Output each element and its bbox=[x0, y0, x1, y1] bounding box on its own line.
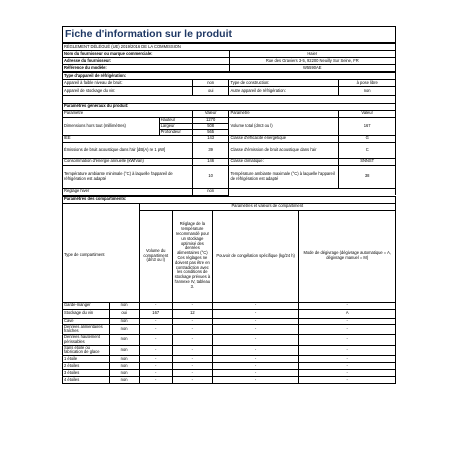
total-volume-value: 167 bbox=[339, 117, 396, 135]
low-noise-label: Appareil à faible niveau de bruit: bbox=[63, 80, 193, 87]
general-col-value: Valeur bbox=[192, 110, 229, 117]
compartment-row bbox=[63, 370, 396, 377]
other-appliance-value: non bbox=[339, 87, 396, 96]
compartment-defrost: - bbox=[299, 335, 396, 346]
noise-class-value: C bbox=[339, 142, 396, 158]
compartment-row bbox=[63, 309, 396, 318]
compartment-temp: - bbox=[172, 335, 212, 346]
supplier-name-value: Haier bbox=[229, 51, 396, 58]
product-information-sheet bbox=[62, 26, 396, 384]
compartment-row bbox=[63, 302, 396, 309]
compartment-name: Denrées hautement périssables bbox=[63, 335, 110, 346]
compartment-freezing: - bbox=[212, 377, 299, 384]
eei-label: IEE bbox=[63, 135, 193, 142]
compartment-defrost: A bbox=[299, 309, 396, 318]
height-label: Hauteur bbox=[159, 117, 192, 123]
compartments-group-header: Paramètres et valeurs de compartiment bbox=[139, 203, 395, 210]
width-value: 508 bbox=[192, 123, 229, 129]
compartment-present: non bbox=[109, 363, 139, 370]
regulation-text: RÈGLEMENT DÉLÉGUÉ (UE) 2019/2016 DE LA COMMISSION bbox=[63, 44, 396, 51]
noise-class-label: Classe d'émission de bruit acoustique dans l'air bbox=[229, 142, 339, 158]
max-temp-label: Température ambiante maximale (°C) à laquelle l'appareil de réfrigération est adapté bbox=[229, 165, 339, 188]
wine-storage-value: oui bbox=[192, 87, 229, 96]
supplier-address-value: Rue des Graviers 3-5, 92200 Neuilly Sur Seine, FR bbox=[229, 58, 396, 65]
compartment-name: 2 étoiles bbox=[63, 363, 110, 370]
compartment-temp: - bbox=[172, 377, 212, 384]
compartment-temp: - bbox=[172, 363, 212, 370]
compartment-name: Denrées alimentaires fraîches bbox=[63, 324, 110, 335]
compartment-row bbox=[63, 324, 396, 335]
total-volume-label: Volume total (dm3 ou l) bbox=[229, 117, 339, 135]
compartment-present: non bbox=[109, 324, 139, 335]
compartment-present: non bbox=[109, 370, 139, 377]
compartment-temp: 12 bbox=[172, 309, 212, 318]
compartment-temp: - bbox=[172, 370, 212, 377]
wine-storage-label: Appareil de stockage du vin: bbox=[63, 87, 193, 96]
col-recommended-temp: Réglage de la température recommandé pour un stockage optimisé des denrées alimentaires (°C) Ces réglages ne doivent pas être en contradiction avec les conditions de stockage prévues à l'annexe IV, tableau 3. bbox=[172, 210, 212, 302]
climate-class-label: Classe climatique: bbox=[229, 158, 339, 165]
col-compartment-type: Type de compartiment bbox=[63, 210, 140, 302]
energy-consumption-value: 146 bbox=[192, 158, 229, 165]
compartment-volume: - bbox=[139, 302, 172, 309]
general-heading: Paramètres généraux du produit: bbox=[63, 103, 396, 110]
compartment-volume: 167 bbox=[139, 309, 172, 318]
compartment-row bbox=[63, 377, 396, 384]
supplier-address-label: Adresse du fournisseur: bbox=[63, 58, 230, 65]
compartment-present: non bbox=[109, 302, 139, 309]
compartment-volume: - bbox=[139, 345, 172, 356]
compartment-defrost: - bbox=[299, 363, 396, 370]
min-temp-label: Température ambiante minimale (°C) à laquelle l'appareil de réfrigération est adapté bbox=[63, 165, 193, 188]
noise-emission-label: Émissions de bruit acoustique dans l'air [dB(A) re 1 pW] bbox=[63, 142, 193, 158]
compartment-temp: - bbox=[172, 318, 212, 324]
compartment-present: non bbox=[109, 356, 139, 363]
compartment-freezing: - bbox=[212, 335, 299, 346]
compartments-heading: Paramètres des compartiments: bbox=[63, 196, 396, 203]
compartment-freezing: - bbox=[212, 345, 299, 356]
energy-class-value: G bbox=[339, 135, 396, 142]
compartment-row bbox=[63, 356, 396, 363]
compartment-defrost: - bbox=[299, 345, 396, 356]
compartment-rows bbox=[63, 302, 396, 384]
compartment-freezing: - bbox=[212, 363, 299, 370]
min-temp-value: 10 bbox=[192, 165, 229, 188]
compartment-name: 4 étoiles bbox=[63, 377, 110, 384]
compartment-defrost: - bbox=[299, 377, 396, 384]
compartment-row bbox=[63, 363, 396, 370]
compartment-volume: - bbox=[139, 370, 172, 377]
compartment-defrost: - bbox=[299, 318, 396, 324]
compartment-temp: - bbox=[172, 356, 212, 363]
col-freezing-capacity: Pouvoir de congélation spécifique (kg/24 h) bbox=[212, 210, 299, 302]
compartment-name: 1 étoile bbox=[63, 356, 110, 363]
depth-label: Profondeur bbox=[159, 129, 192, 135]
col-compartment-volume: Volume du compartiment (dm3 ou l) bbox=[139, 210, 172, 302]
compartment-defrost: - bbox=[299, 324, 396, 335]
winter-setting-value: non bbox=[192, 188, 229, 195]
other-appliance-label: Autre appareil de réfrigération: bbox=[229, 87, 339, 96]
compartment-name: Cave bbox=[63, 318, 110, 324]
energy-class-label: Classe d'efficacité énergétique bbox=[229, 135, 339, 142]
compartment-name: 3 étoiles bbox=[63, 370, 110, 377]
general-col-param: Paramètre bbox=[63, 110, 193, 117]
design-type-label: Type de construction: bbox=[229, 80, 339, 87]
header-table bbox=[62, 43, 396, 72]
compartment-freezing: - bbox=[212, 318, 299, 324]
general-parameters-table bbox=[62, 103, 396, 196]
eei-value: 143 bbox=[192, 135, 229, 142]
compartment-freezing: - bbox=[212, 370, 299, 377]
compartment-temp: - bbox=[172, 345, 212, 356]
compartment-defrost: - bbox=[299, 370, 396, 377]
compartment-present: non bbox=[109, 318, 139, 324]
compartment-freezing: - bbox=[212, 309, 299, 318]
compartment-volume: - bbox=[139, 356, 172, 363]
general-col-value-2: Valeur bbox=[339, 110, 396, 117]
compartment-present: non bbox=[109, 335, 139, 346]
compartment-freezing: - bbox=[212, 356, 299, 363]
appliance-type-table bbox=[62, 72, 396, 103]
design-type-value: à pose libre bbox=[339, 80, 396, 87]
compartment-present: non bbox=[109, 377, 139, 384]
general-col-param-2: Paramètre bbox=[229, 110, 339, 117]
depth-value: 565 bbox=[192, 129, 229, 135]
compartment-volume: - bbox=[139, 324, 172, 335]
compartment-temp: - bbox=[172, 302, 212, 309]
compartment-temp: - bbox=[172, 324, 212, 335]
noise-emission-value: 39 bbox=[192, 142, 229, 158]
compartment-row bbox=[63, 335, 396, 346]
supplier-name-label: Nom du fournisseur ou marque commerciale: bbox=[63, 51, 230, 58]
appliance-type-heading: Type d'appareil de réfrigération: bbox=[63, 73, 396, 80]
low-noise-value: non bbox=[192, 80, 229, 87]
model-label: Référence du modèle: bbox=[63, 65, 230, 72]
height-value: 1270 bbox=[192, 117, 229, 123]
compartment-volume: - bbox=[139, 335, 172, 346]
col-defrost-type: Mode de dégivrage (dégivrage automatique = A, dégivrage manuel = M) bbox=[299, 210, 396, 302]
compartment-present: oui bbox=[109, 309, 139, 318]
max-temp-value: 38 bbox=[339, 165, 396, 188]
compartment-freezing: - bbox=[212, 324, 299, 335]
compartment-present: non bbox=[109, 345, 139, 356]
energy-consumption-label: Consommation d'énergie annuelle (kWh/an) bbox=[63, 158, 193, 165]
climate-class-value: SNNST bbox=[339, 158, 396, 165]
model-value: W5590AE bbox=[229, 65, 396, 72]
compartment-row bbox=[63, 345, 396, 356]
dimensions-label: Dimensions hors tout (millimètres) bbox=[63, 117, 160, 135]
winter-setting-label: Réglage hiver bbox=[63, 188, 193, 195]
compartment-name: Stockage du vin bbox=[63, 309, 110, 318]
compartment-volume: - bbox=[139, 363, 172, 370]
compartment-name: Sans étoile ou fabrication de glace bbox=[63, 345, 110, 356]
compartment-name: Garde-manger bbox=[63, 302, 110, 309]
compartment-defrost: - bbox=[299, 302, 396, 309]
compartment-defrost: - bbox=[299, 356, 396, 363]
width-label: Largeur bbox=[159, 123, 192, 129]
compartment-volume: - bbox=[139, 318, 172, 324]
compartments-table bbox=[62, 196, 396, 385]
compartment-volume: - bbox=[139, 377, 172, 384]
compartment-freezing: - bbox=[212, 302, 299, 309]
sheet-title: Fiche d'information sur le produit bbox=[62, 26, 396, 43]
